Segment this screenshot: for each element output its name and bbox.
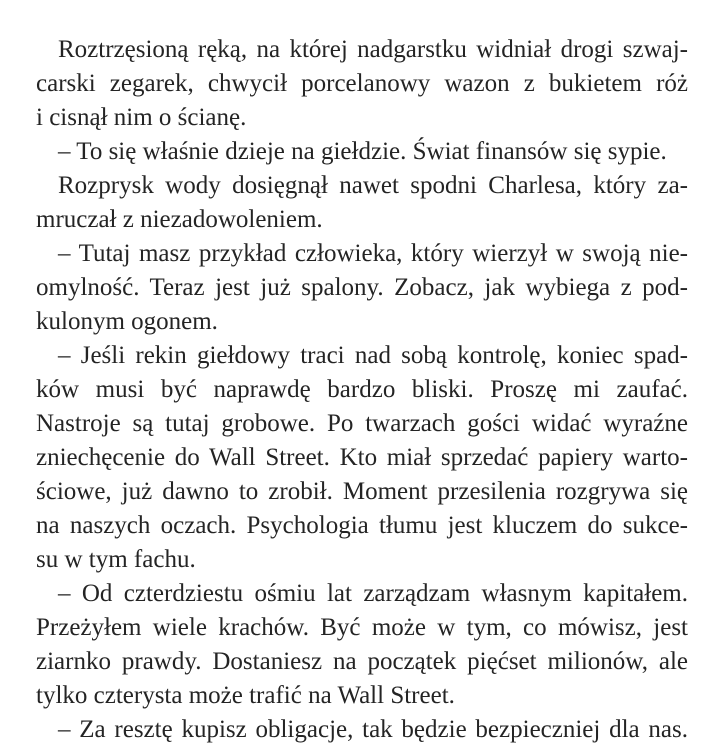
text-line: – Jeśli rekin giełdowy traci nad sobą kontrolę, koniec spad- xyxy=(58,342,688,369)
text-line: Roztrzęsioną ręką, na której nadgarstku widniał drogi szwaj- xyxy=(58,36,688,63)
text-line: zniechęcenie do Wall Street. Kto miał sprzedać papiery warto- xyxy=(36,444,688,471)
paragraph xyxy=(36,339,688,577)
paragraph xyxy=(36,577,688,713)
text-line: Rozprysk wody dosięgnął nawet spodni Charlesa, który za- xyxy=(58,172,688,199)
paragraph xyxy=(36,135,688,169)
text-line: – To się właśnie dzieje na giełdzie. Świat finansów się sypie. xyxy=(58,138,667,165)
text-line: su w tym fachu. xyxy=(36,546,196,573)
paragraph xyxy=(36,169,688,237)
text-line: ziarnko prawdy. Dostaniesz na początek pięćset milionów, ale xyxy=(36,648,688,675)
text-line: carski zegarek, chwycił porcelanowy wazon z bukietem róż xyxy=(36,70,688,97)
text-line: mruczał z niezadowoleniem. xyxy=(36,206,323,233)
text-line: ków musi być naprawdę bardzo bliski. Proszę mi zaufać. xyxy=(36,376,688,403)
paragraph xyxy=(36,713,688,747)
text-line: omylność. Teraz jest już spalony. Zobacz, jak wybiega z pod- xyxy=(36,274,688,301)
text-line: – Od czterdziestu ośmiu lat zarządzam własnym kapitałem. xyxy=(58,580,688,607)
text-line: i cisnął nim o ścianę. xyxy=(36,104,247,131)
text-line: tylko czterysta może trafić na Wall Street. xyxy=(36,682,455,709)
paragraph xyxy=(36,33,688,135)
text-line: – Tutaj masz przykład człowieka, który wierzył w swoją nie- xyxy=(58,240,688,267)
cutoff-text-line: – Za resztę kupisz obligacje, tak będzie bezpieczniej dla nas. xyxy=(58,716,688,743)
text-line: Nastroje są tutaj grobowe. Po twarzach gości widać wyraźne xyxy=(36,410,688,437)
text-line: Przeżyłem wiele krachów. Być może w tym, co mówisz, jest xyxy=(36,614,688,641)
paragraph xyxy=(36,237,688,339)
text-line: ściowe, już dawno to zrobił. Moment przesilenia rozgrywa się xyxy=(36,478,688,505)
text-line: na naszych oczach. Psychologia tłumu jest kluczem do sukce- xyxy=(36,512,688,539)
text-line: kulonym ogonem. xyxy=(36,308,218,335)
